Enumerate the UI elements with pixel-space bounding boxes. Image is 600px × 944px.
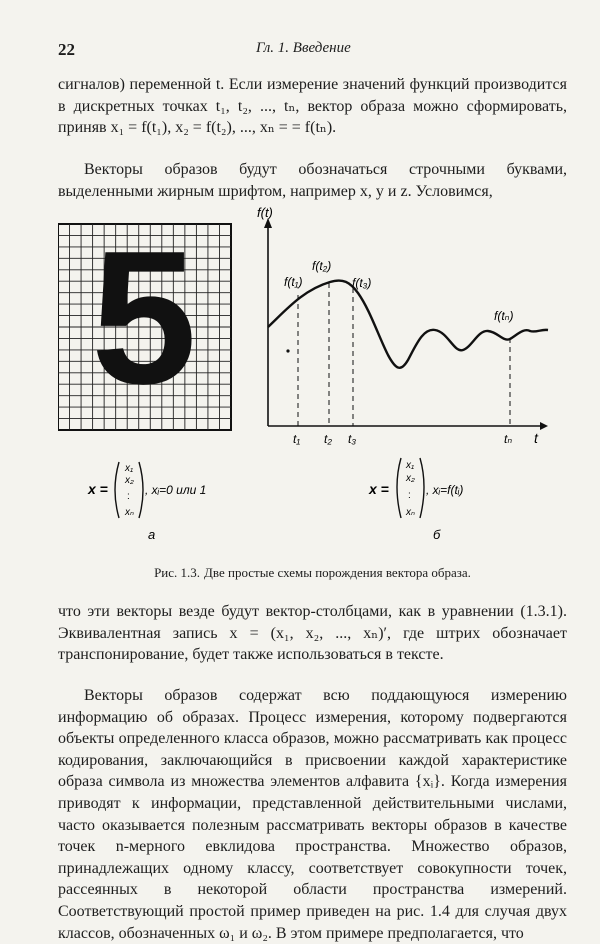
vector-a-condition: , xᵢ=0 или 1 [145,483,207,497]
vector-a-lhs: x = [88,481,108,497]
panel-a-grid [58,212,231,430]
page-header [58,40,564,64]
stray-dot [286,349,289,352]
vector-a-comp-1: x₁ [125,463,134,474]
panel-b-plot [257,205,548,446]
x-axis-arrow-icon [540,422,548,430]
caption-text: Две простые схемы порождения вектора образа. [204,565,471,580]
grid-digit: 5 [91,212,197,424]
vector-b-left-paren [397,458,401,518]
y-axis-label: f(t) [257,205,273,220]
tick-t3: t₃ [348,432,357,446]
page-number: 22 [58,40,75,59]
vector-a-comp-n: xₙ [125,507,134,518]
caption-label: Рис. 1.3. [154,565,201,580]
paragraph-4: Векторы образов содержат всю поддающуюся измерению информацию об образах. Процесс измерения, которому подвергаются объекты определенного класса образов, можно рассматривать как процесс кодирования, заключающийся в присвоении каждой характеристике образа символа из множества элементов алфавита {xᵢ}. Когда измерения приводят к информации, представленной действительными числами, часто оказывается полезным рассматривать векторы образов в качестве точек n-мерного евклидова пространства. Множество образов, принадлежащих одному классу, соответствует совокупности точек, рассеянных в некоторой области пространства измерений. Соответствующий простой пример приведен на рис. 1.4 для случая двух классов, обозначенных ω₁ и ω₂. В этом примере предполагается, что [58,687,567,942]
tick-t1: t₁ [293,432,301,446]
vector-b-condition: , xᵢ=f(tᵢ) [426,483,464,497]
vector-b-lhs: x = [369,481,389,497]
vector-a-comp-dots: : [127,491,130,502]
paragraph-3: что эти векторы везде будут вектор-столбцами, как в уравнении (1.3.1). Эквивалентная запись x = (x₁, x₂, ..., xₙ)′, где штрих обозначает транспонирование, будет также использоваться в тексте. [58,603,567,664]
paragraph-2: Векторы образов будут обозначаться строчными буквами, выделенными жирным шрифтом, например x, y и z. Условимся, [58,161,567,200]
tick-tn: tₙ [504,432,513,446]
label-f-t1: f(t₁) [284,275,303,289]
paragraph-1: сигналов) переменной t. Если измерение значений функций производится в дискретных точках t₁, t₂, ..., tₙ, вектор образа можно сформировать, приняв x₁ = f(t₁), x₂ = f(t₂), ..., xₙ = = f(tₙ). [58,76,567,137]
vector-b-comp-2: x₂ [406,473,415,484]
vector-a-right-paren [139,462,143,518]
label-f-t3: f(t₃) [352,276,372,290]
label-f-t2: f(t₂) [312,259,332,273]
x-axis-label: t [534,430,538,446]
vector-b-comp-dots: : [408,490,411,501]
figure-1-3 [58,200,567,550]
vector-a [87,462,206,542]
figure-svg [58,200,567,550]
vector-b [368,458,463,542]
tick-t2: t₂ [324,432,332,446]
vector-a-comp-2: x₂ [125,475,134,486]
panel-label-b: б [433,527,441,542]
function-curve [268,280,548,367]
vector-b-comp-1: x₁ [406,460,415,471]
figure-caption [58,565,567,581]
running-title: Гл. 1. Введение [256,40,351,56]
panel-label-a: а [148,527,156,542]
label-f-tn: f(tₙ) [494,309,514,323]
vector-b-right-paren [420,458,424,518]
vector-a-left-paren [115,462,119,518]
vector-b-comp-n: xₙ [406,507,415,518]
